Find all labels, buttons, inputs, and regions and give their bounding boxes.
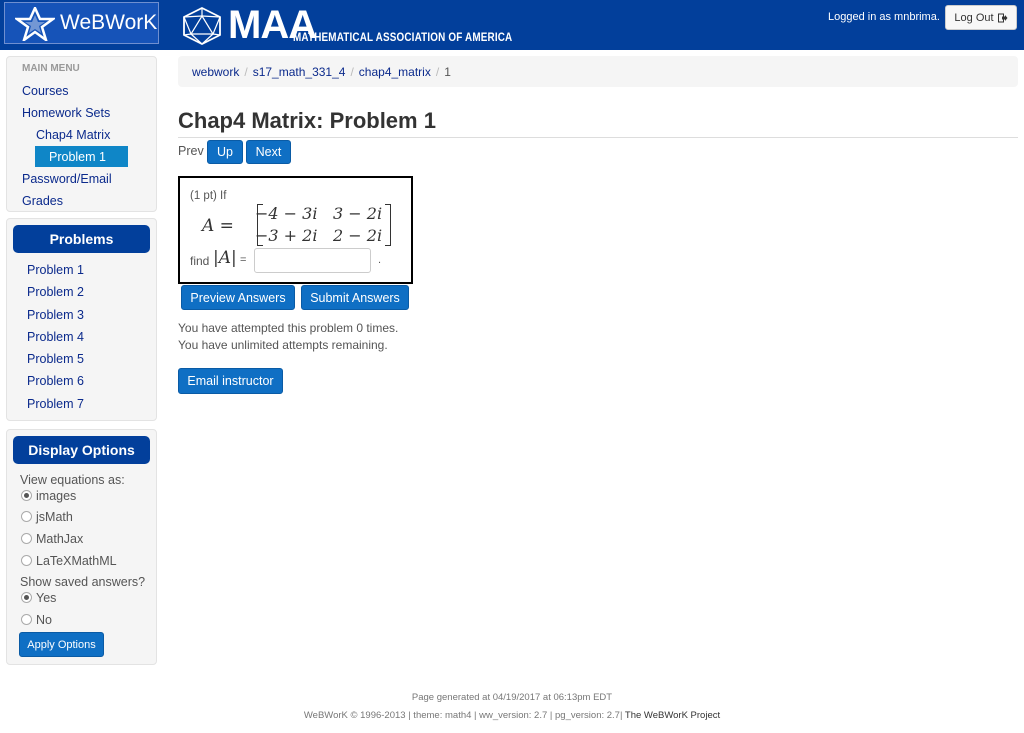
radio-mathjax-label: MathJax bbox=[36, 532, 84, 546]
answer-period: . bbox=[378, 254, 382, 266]
logout-icon bbox=[998, 13, 1008, 23]
email-instructor-button[interactable]: Email instructor bbox=[178, 368, 283, 394]
maa-icosahedron-icon bbox=[180, 6, 224, 46]
radio-images-label: images bbox=[36, 489, 77, 503]
preview-answers-button[interactable]: Preview Answers bbox=[181, 285, 295, 310]
submit-answers-button[interactable]: Submit Answers bbox=[301, 285, 409, 310]
apply-options-button[interactable]: Apply Options bbox=[19, 632, 104, 657]
problem-points-text: (1 pt) If bbox=[190, 190, 227, 202]
attempts-remaining-text: You have unlimited attempts remaining. bbox=[178, 338, 388, 352]
menu-homework-sets-link[interactable]: Homework Sets bbox=[22, 106, 111, 120]
breadcrumb-webwork[interactable]: webwork bbox=[192, 65, 240, 79]
menu-password-email-link[interactable]: Password/Email bbox=[22, 172, 112, 186]
matrix-cell-r1c2: 3 − 2i bbox=[333, 204, 383, 223]
menu-courses-link[interactable]: Courses bbox=[22, 84, 69, 98]
find-label: find bbox=[190, 254, 210, 268]
menu-chap4-matrix-link[interactable]: Chap4 Matrix bbox=[36, 128, 111, 142]
webwork-project-link[interactable]: The WeBWorK Project bbox=[624, 710, 721, 721]
display-options-panel bbox=[6, 429, 157, 665]
matrix-cell-r2c2: 2 − 2i bbox=[333, 226, 383, 245]
radio-latexmathml[interactable] bbox=[21, 555, 32, 566]
radio-saved-no-label: No bbox=[36, 613, 52, 627]
top-header bbox=[0, 0, 1024, 50]
footer-generated: Page generated at 04/19/2017 at 06:13pm EDT bbox=[411, 692, 613, 703]
problem-link-6[interactable]: Problem 6 bbox=[27, 374, 84, 388]
problems-panel bbox=[6, 218, 157, 421]
logout-button[interactable] bbox=[945, 5, 1017, 30]
radio-jsmath-label: jsMath bbox=[36, 510, 73, 524]
matrix-cell-r2c1: −3 + 2i bbox=[255, 226, 318, 245]
webwork-star-icon bbox=[15, 7, 55, 41]
right-bracket bbox=[385, 204, 391, 246]
problems-panel-title: Problems bbox=[13, 225, 150, 253]
footer-credits bbox=[0, 710, 1024, 721]
matrix-lhs: A = bbox=[202, 216, 234, 236]
problem-link-5[interactable]: Problem 5 bbox=[27, 352, 84, 366]
radio-saved-yes[interactable] bbox=[21, 592, 32, 603]
prev-label: Prev bbox=[178, 144, 204, 158]
problem-link-3[interactable]: Problem 3 bbox=[27, 308, 84, 322]
main-menu-panel bbox=[6, 56, 157, 212]
up-button[interactable]: Up bbox=[207, 140, 243, 164]
footer-credits-text: WeBWorK © 1996-2013 | theme: math4 | ww_version: 2.7 | pg_version: 2.7| bbox=[303, 710, 623, 721]
logged-in-status: Logged in as mnbrima. bbox=[828, 11, 940, 23]
maa-subtitle: MATHEMATICAL ASSOCIATION OF AMERICA bbox=[293, 32, 513, 44]
webwork-logo-text: WeBWorK bbox=[60, 11, 158, 34]
menu-grades-link[interactable]: Grades bbox=[22, 194, 63, 208]
maa-logo-text: MAA bbox=[228, 3, 317, 47]
main-menu-heading: MAIN MENU bbox=[22, 63, 80, 74]
breadcrumb-current: 1 bbox=[444, 65, 451, 79]
breadcrumb: webwork / s17_math_331_4 / chap4_matrix / 1 bbox=[178, 56, 1018, 87]
problem-link-2[interactable]: Problem 2 bbox=[27, 285, 84, 299]
problem-box bbox=[178, 176, 413, 284]
title-divider bbox=[178, 137, 1018, 138]
problem-link-7[interactable]: Problem 7 bbox=[27, 397, 84, 411]
logout-label: Log Out bbox=[954, 11, 994, 24]
attempts-count-text: You have attempted this problem 0 times. bbox=[178, 321, 399, 335]
radio-saved-no[interactable] bbox=[21, 614, 32, 625]
problem-link-1[interactable]: Problem 1 bbox=[27, 263, 84, 277]
view-equations-label: View equations as: bbox=[20, 473, 125, 487]
breadcrumb-set[interactable]: chap4_matrix bbox=[358, 65, 431, 79]
matrix-cell-r1c1: −4 − 3i bbox=[255, 204, 318, 223]
abs-determinant-expr: |A| bbox=[213, 248, 237, 268]
problem-link-4[interactable]: Problem 4 bbox=[27, 330, 84, 344]
breadcrumb-course[interactable]: s17_math_331_4 bbox=[252, 65, 346, 79]
radio-images[interactable] bbox=[21, 490, 32, 501]
next-button[interactable]: Next bbox=[246, 140, 291, 164]
page-title: Chap4 Matrix: Problem 1 bbox=[178, 108, 436, 133]
show-saved-answers-label: Show saved answers? bbox=[20, 575, 146, 589]
radio-latexmathml-label: LaTeXMathML bbox=[36, 554, 117, 568]
equals-sign: = bbox=[240, 254, 247, 266]
menu-problem-1-active[interactable]: Problem 1 bbox=[35, 146, 128, 167]
answer-input[interactable] bbox=[254, 248, 371, 273]
radio-mathjax[interactable] bbox=[21, 533, 32, 544]
radio-saved-yes-label: Yes bbox=[36, 591, 57, 605]
webwork-logo[interactable] bbox=[4, 2, 159, 44]
radio-jsmath[interactable] bbox=[21, 511, 32, 522]
display-options-title: Display Options bbox=[13, 436, 150, 464]
